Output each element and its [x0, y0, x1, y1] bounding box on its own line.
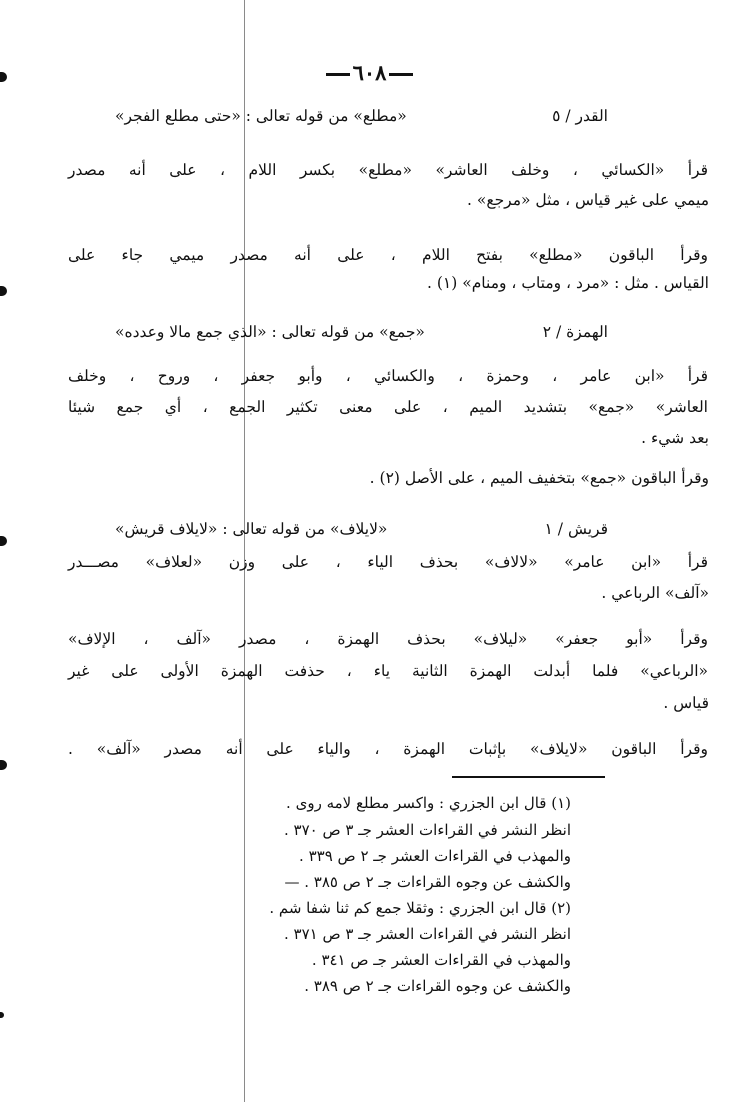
paragraph-line: القياس . مثل : «مرد ، ومتاب ، ومنام» (١) .	[427, 274, 709, 292]
footnote-line: (٢) قال ابن الجزري : وثقلا جمع كم ثنا شفا شم .	[269, 899, 571, 917]
binding-hole-mark	[0, 760, 7, 770]
paragraph-line: بعد شيء .	[641, 429, 709, 447]
paragraph-line: «الرباعي» فلما أبدلت الهمزة الثانية ياء ، حذفت الهمزة الأولى على غير	[68, 662, 708, 680]
surah-reference: قريش / ١	[544, 520, 608, 538]
footnote-separator	[452, 776, 605, 778]
footnote-line: انظر النشر في القراءات العشر جـ ٣ ص ٣٧٠ .	[284, 821, 571, 839]
heading-text: «مطلع» من قوله تعالى : «حتى مطلع الفجر»	[115, 107, 407, 125]
page-number-text: ٦٠٨	[352, 60, 387, 85]
binding-hole-mark	[0, 286, 7, 296]
surah-reference: القدر / ٥	[552, 107, 608, 125]
heading-text: «لايلاف» من قوله تعالى : «لايلاف قريش»	[115, 520, 388, 538]
paragraph-line: وقرأ الباقون «جمع» بتخفيف الميم ، على الأصل (٢) .	[369, 469, 709, 487]
footnote-line: والمهذب في القراءات العشر جـ ص ٣٤١ .	[311, 951, 571, 969]
footnote-line: والمهذب في القراءات العشر جـ ٢ ص ٣٣٩ .	[299, 847, 571, 865]
heading-text: «جمع» من قوله تعالى : «الذي جمع مالا وعدده»	[115, 323, 425, 341]
footnote-line: انظر النشر في القراءات العشر جـ ٣ ص ٣٧١ .	[284, 925, 571, 943]
binding-hole-mark	[0, 1012, 4, 1018]
section-heading-qadr	[115, 106, 608, 126]
paragraph-line: قرأ «ابن عامر» «لالاف» بحذف الياء ، على وزن «لعلاف» مصـــدر	[68, 553, 708, 571]
paragraph-line: العاشر» «جمع» بتشديد الميم ، على معنى تكثير الجمع ، أي جمع شيئا	[68, 398, 708, 416]
page-number	[0, 60, 739, 85]
section-heading-quraysh	[115, 519, 608, 539]
footnote-line: والكشف عن وجوه القراءات جـ ٢ ص ٣٨٥ . —	[284, 873, 571, 891]
paragraph-line: وقرأ «أبو جعفر» «ليلاف» بحذف الهمزة ، مصدر «آلف ، الإلاف»	[68, 630, 708, 648]
footnote-line: والكشف عن وجوه القراءات جـ ٢ ص ٣٨٩ .	[304, 977, 571, 995]
paragraph-line: وقرأ الباقون «لايلاف» بإثبات الهمزة ، والياء على أنه مصدر «آلف» .	[68, 740, 708, 758]
paragraph-line: «آلف» الرباعي .	[601, 584, 709, 602]
paragraph-line: ميمي على غير قياس ، مثل «مرجع» .	[466, 191, 709, 209]
paragraph-line: قرأ «الكسائي ، وخلف العاشر» «مطلع» بكسر اللام ، على أنه مصدر	[68, 161, 708, 179]
footnote-line: (١) قال ابن الجزري : واكسر مطلع لامه روى .	[286, 794, 571, 812]
surah-reference: الهمزة / ٢	[542, 323, 608, 341]
paragraph-line: قياس .	[663, 694, 709, 712]
binding-hole-mark	[0, 536, 7, 546]
paragraph-line: قرأ «ابن عامر ، وحمزة ، والكسائي ، وأبو جعفر ، وروح ، وخلف	[68, 367, 708, 385]
section-heading-humaza	[115, 322, 608, 342]
paragraph-line: وقرأ الباقون «مطلع» بفتح اللام ، على أنه مصدر ميمي جاء على	[68, 246, 708, 264]
